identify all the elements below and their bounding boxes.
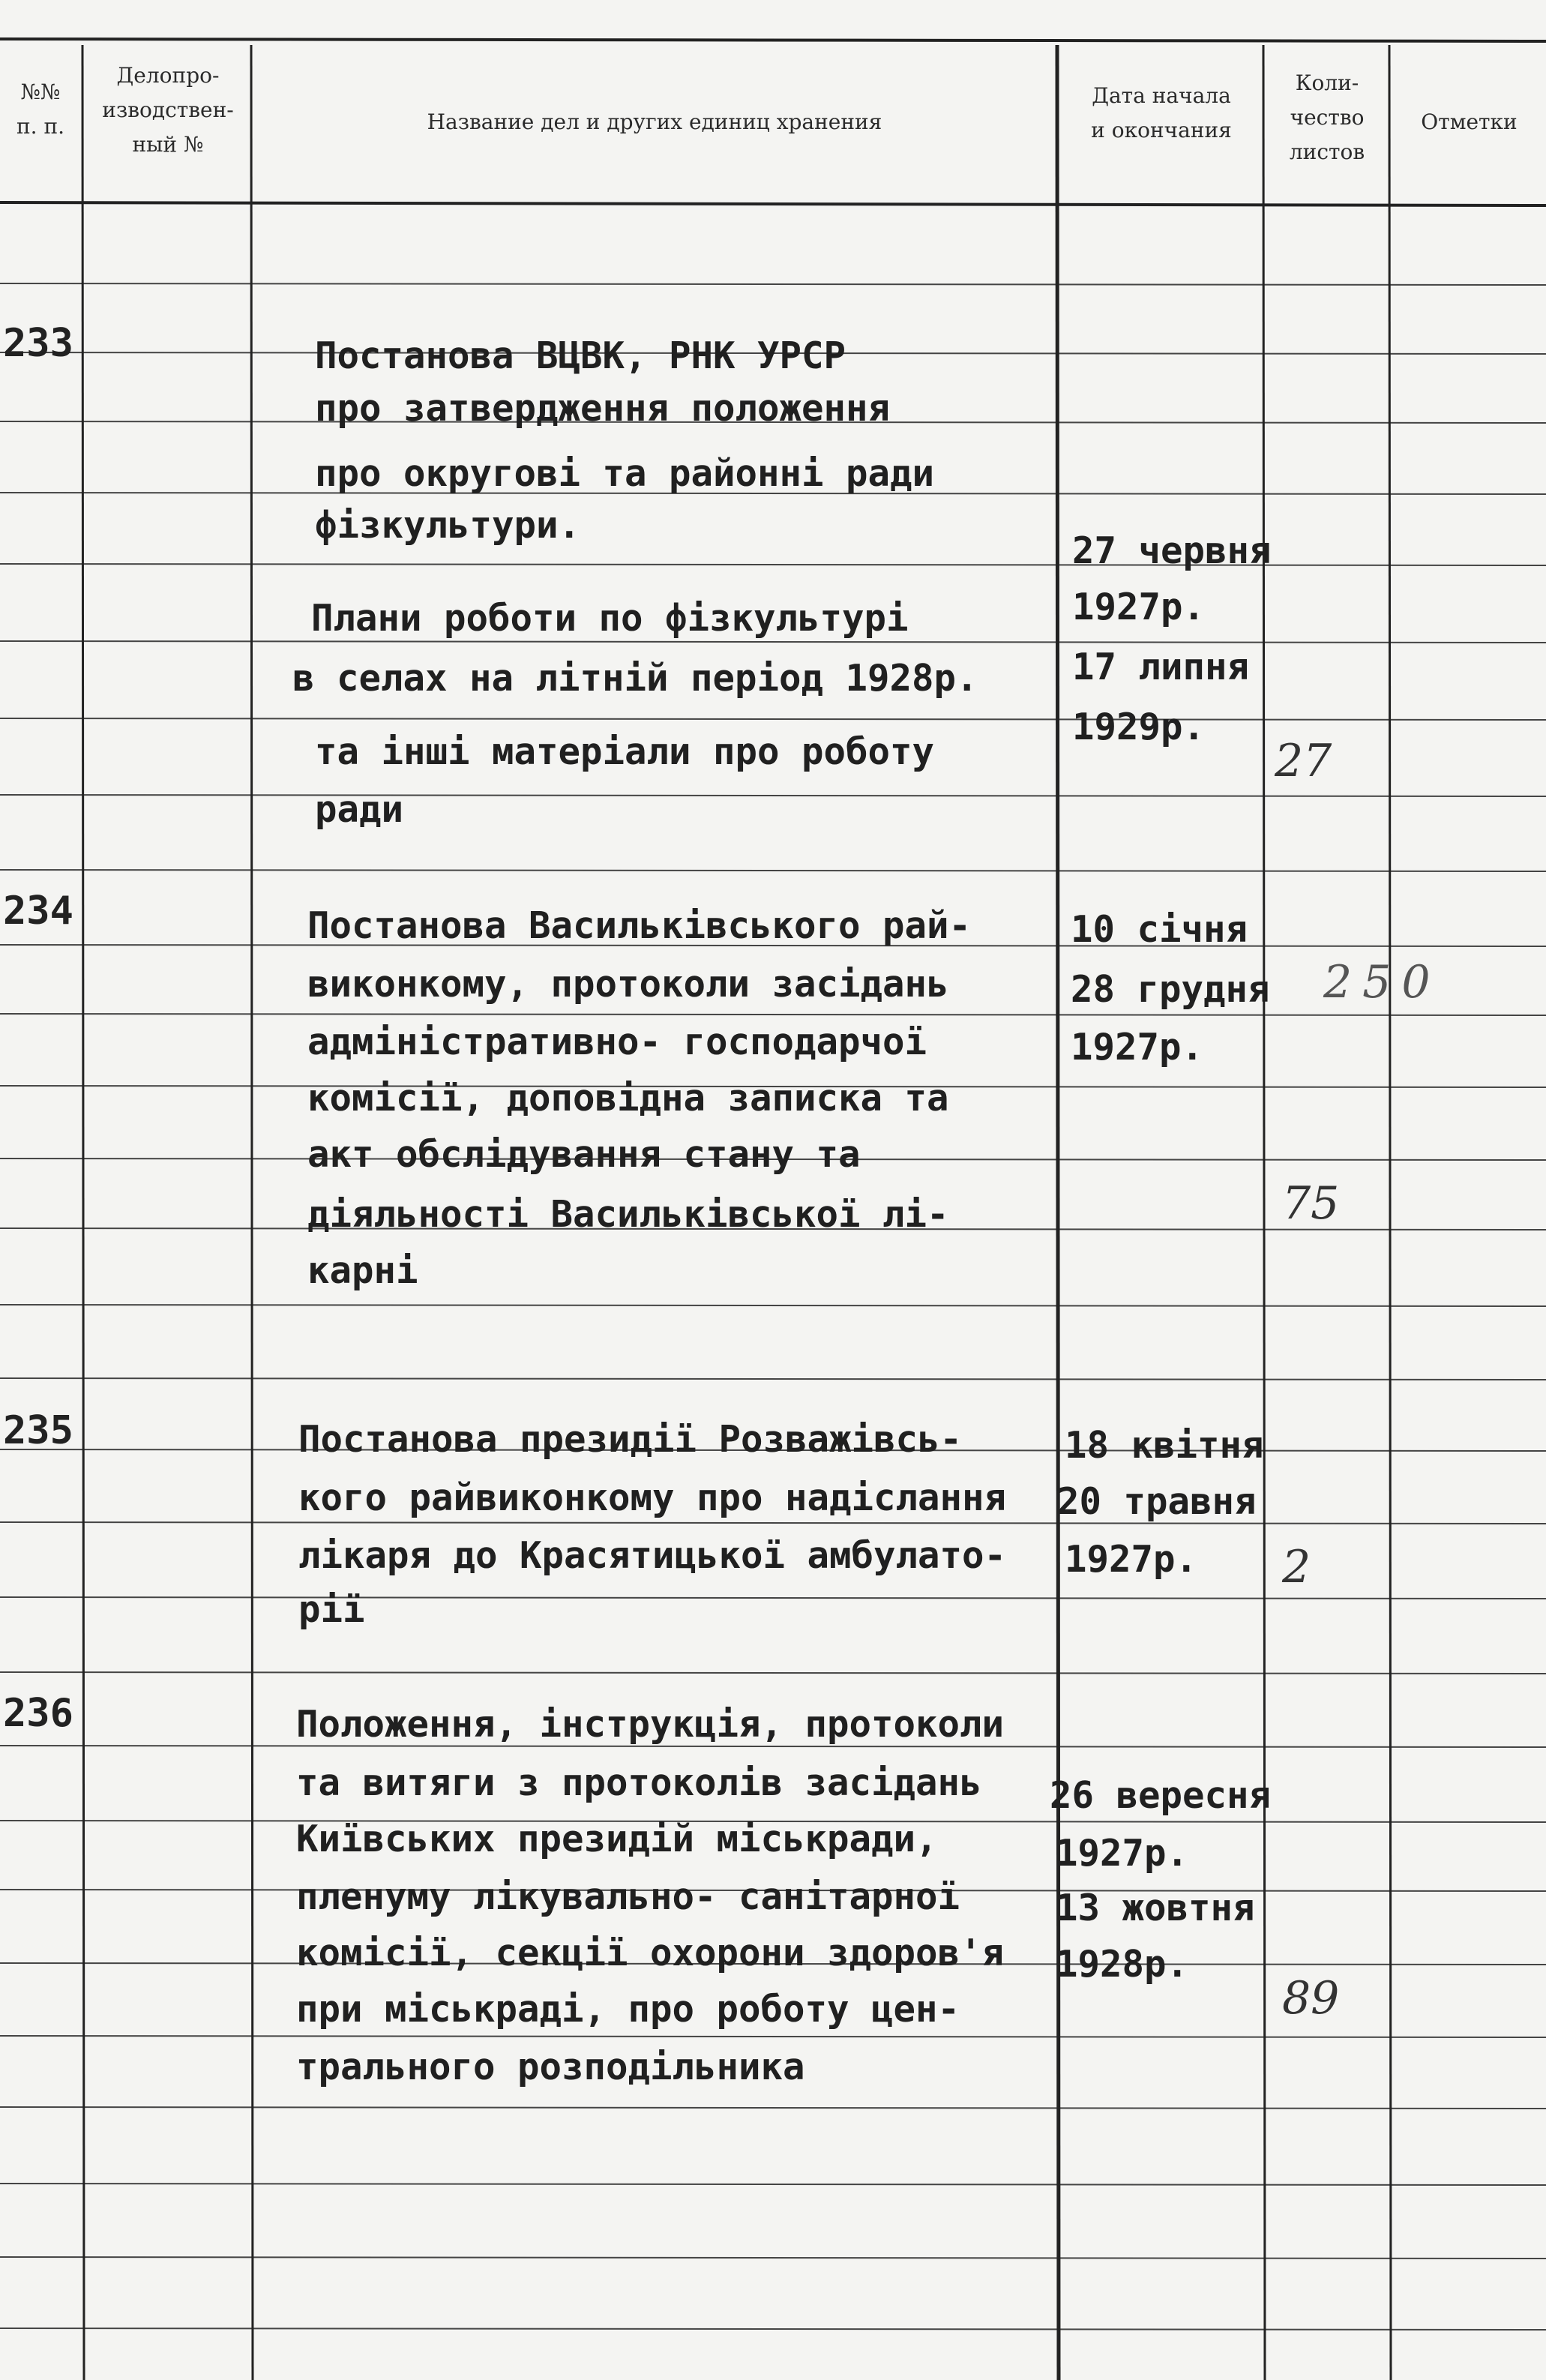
title-line: кого райвиконкому про надіслання <box>298 1476 1007 1519</box>
header-col-title: Название дел и других единиц хранения <box>427 109 882 134</box>
date-line: 18 квітня <box>1065 1424 1264 1467</box>
header-col-number-line1: №№ <box>20 79 61 104</box>
title-line: комісії, секції охорони здоров'я <box>296 1932 1005 1974</box>
header-col-sheets-line2: чество <box>1290 105 1365 130</box>
date-line: 1927р. <box>1056 1832 1189 1875</box>
title-line: та інші матеріали про роботу <box>315 730 935 773</box>
header-col-office-line2: изводствен- <box>102 97 234 122</box>
date-line: 1927р. <box>1071 1026 1204 1069</box>
title-line: та витяги з протоколів засідань <box>296 1761 982 1804</box>
note-handwritten: 250 <box>1323 956 1441 1009</box>
title-line: про округові та районні ради <box>315 452 935 495</box>
title-line: акт обслідування стану та <box>307 1133 861 1176</box>
header-col-sheets-line1: Коли- <box>1295 70 1359 95</box>
header-col-number <box>0 75 81 144</box>
date-line: 1927р. <box>1065 1538 1198 1581</box>
record-number: 233 <box>3 321 73 366</box>
record-number: 235 <box>3 1408 73 1453</box>
title-line: карні <box>307 1249 418 1292</box>
date-line: 13 жовтня <box>1056 1887 1255 1929</box>
title-line: Постанова ВЦВК, РНК УРСР <box>315 334 846 377</box>
date-line: 1927р. <box>1072 586 1206 628</box>
header-col-office-line1: Делопро- <box>116 63 220 88</box>
title-line: Постанова президії Розважівсь- <box>298 1418 963 1461</box>
title-line: в селах на літній період 1928р. <box>292 657 978 700</box>
date-line: 28 грудня <box>1071 968 1270 1011</box>
title-line: виконкому, протоколи засідань <box>307 963 949 1006</box>
sheet-count-handwritten: 27 <box>1275 735 1332 787</box>
title-line: комісії, доповідна записка та <box>307 1077 949 1120</box>
title-line: Постанова Васильківського рай- <box>307 904 972 947</box>
sheet-count-handwritten: 75 <box>1282 1177 1340 1230</box>
header-col-notes: Отметки <box>1421 109 1518 134</box>
title-line: діяльності Васильківської лі- <box>307 1193 949 1236</box>
date-line: 1928р. <box>1056 1943 1189 1986</box>
title-line: Київських президій міськради, <box>296 1818 938 1860</box>
header-col-dates-line2: и окончания <box>1091 118 1232 142</box>
date-line: 17 липня <box>1072 646 1250 688</box>
title-line: Положення, інструкція, протоколи <box>296 1703 1005 1746</box>
header-col-dates <box>1060 79 1263 148</box>
record-number: 236 <box>3 1691 73 1736</box>
title-line: лікаря до Красятицької амбулато- <box>298 1534 1007 1577</box>
header-col-sheets <box>1266 66 1388 169</box>
record-number: 234 <box>3 889 73 934</box>
header-col-dates-line1: Дата начала <box>1092 83 1231 108</box>
header-col-office-number <box>86 58 250 162</box>
header-col-sheets-line3: листов <box>1289 139 1365 164</box>
title-line: трального розподільника <box>296 2046 805 2088</box>
date-line: 27 червня <box>1072 529 1272 572</box>
title-line: ради <box>315 788 404 831</box>
title-line: Плани роботи по фізкультурі <box>311 597 909 640</box>
sheet-count-handwritten: 2 <box>1282 1541 1311 1593</box>
date-line: 26 вересня <box>1050 1774 1272 1817</box>
header-col-office-line3: ный № <box>132 132 204 157</box>
date-line: 1929р. <box>1072 706 1206 748</box>
title-line: при міськраді, про роботу цен- <box>296 1988 960 2031</box>
date-line: 10 січня <box>1071 908 1248 951</box>
title-line: адміністративно- господарчої <box>307 1021 927 1063</box>
title-line: фізкультури. <box>315 504 581 547</box>
title-line: про затвердження положення <box>315 387 891 430</box>
sheet-count-handwritten: 89 <box>1282 1972 1340 2025</box>
date-line: 20 травня <box>1057 1480 1257 1523</box>
title-line: рії <box>298 1588 365 1631</box>
title-line: пленуму лікувально- санітарної <box>296 1875 960 1918</box>
header-col-number-line2: п. п. <box>16 114 65 139</box>
